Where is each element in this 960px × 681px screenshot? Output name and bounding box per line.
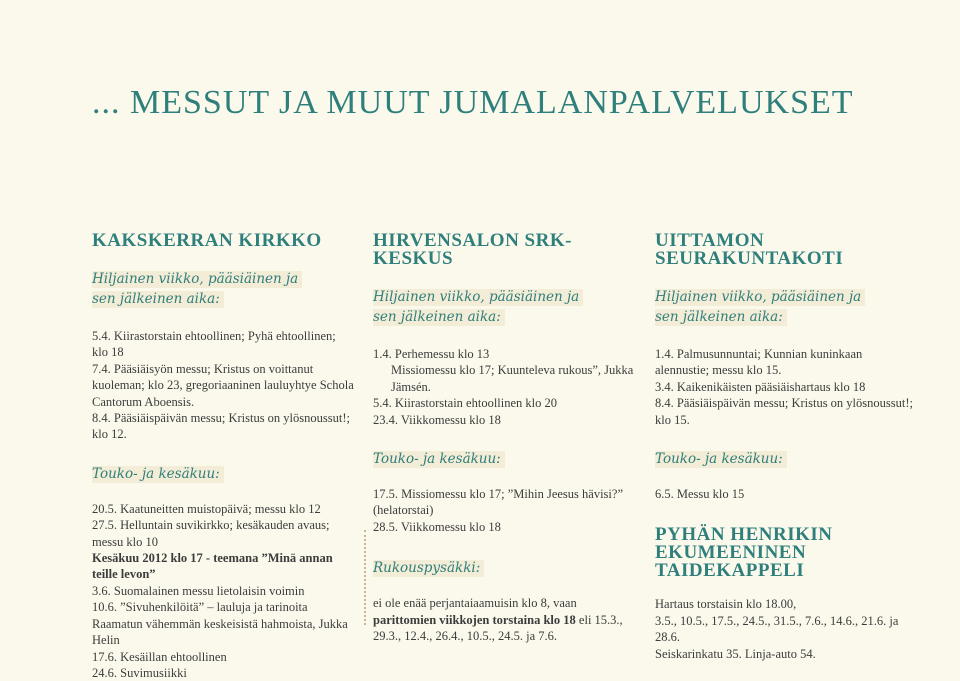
section-label-easter-cont: sen jälkeinen aika: [655, 309, 787, 326]
event-item: 20.5. Kaatuneitten muistopäivä; messu klo 12 [92, 501, 321, 516]
section-label-prayer-stop: Rukouspysäkki: [373, 560, 484, 577]
prayer-stop-text-a: ei ole enää perjantaiaamuisin klo 8, vaan [373, 596, 577, 611]
dotted-divider [364, 530, 366, 625]
event-item: 6.5. Messu klo 15 [655, 487, 745, 502]
event-item: 5.4. Kiirastorstain ehtoollinen; Pyhä ehtoollinen; klo 18 [92, 329, 336, 360]
event-item: 27.5. Helluntain suvikirkko; kesäkauden avaus; messu klo 10 [92, 518, 330, 549]
heading-kakskerran-kirkko: KAKSKERRAN KIRKKO [92, 230, 322, 251]
heading-uittamo: UITTAMON SEURAKUNTAKOTI [655, 230, 844, 269]
event-item: 8.4. Pääsiäispäivän messu; Kristus on ylösnoussut!; klo 12. [92, 411, 350, 442]
section-label-easter-cont: sen jälkeinen aika: [373, 309, 505, 326]
event-item: 24.6. Suvimusiikki [92, 665, 187, 680]
column-uittamo [655, 232, 917, 662]
event-item: 5.4. Kiirastorstain ehtoollinen klo 20 [373, 396, 558, 411]
event-item: 3.6. Suomalainen messu lietolaisin voimin [92, 583, 305, 598]
section-label-easter: Hiljainen viikko, pääsiäinen ja [373, 289, 583, 306]
heading-hirvensalo: HIRVENSALON SRK-KESKUS [373, 230, 572, 269]
event-item: 3.5., 10.5., 17.5., 24.5., 31.5., 7.6., 14.6., 21.6. ja 28.6. [655, 613, 899, 645]
prayer-stop-text [373, 595, 635, 644]
heading-pyhan-henrikin: PYHÄN HENRIKIN EKUMEENINEN TAIDEKAPPELI [655, 524, 833, 582]
event-item: 1.4. Perhemessu klo 13 [373, 347, 490, 361]
section-label-summer: Touko- ja kesäkuu: [655, 451, 787, 468]
event-item: 17.6. Kesäillan ehtoollinen [92, 649, 227, 664]
event-item: 10.6. ”Sivuhenkilöitä” – lauluja ja tarinoita Raamatun vähemmän keskeisistä hahmoista, Jukka Helin [92, 600, 348, 648]
event-item: 23.4. Viikkomessu klo 18 [373, 412, 501, 427]
section-label-summer: Touko- ja kesäkuu: [92, 466, 224, 483]
event-item: Seiskarinkatu 35. Linja-auto 54. [655, 646, 816, 661]
event-item: 1.4. Palmusunnuntai; Kunnian kuninkaan alennustie; messu klo 15. [655, 347, 863, 378]
event-item: 8.4. Pääsiäispäivän messu; Kristus on ylösnoussut!; klo 15. [655, 396, 913, 427]
event-item: Hartaus torstaisin klo 18.00, [655, 597, 797, 612]
event-item: 3.4. Kaikenikäisten pääsiäishartaus klo 18 [655, 379, 866, 394]
event-item: 17.5. Missiomessu klo 17; ”Mihin Jeesus hävisi?” (helatorstai) [373, 487, 623, 518]
prayer-stop-text-bold: parittomien viikkojen torstaina klo 18 [373, 612, 576, 627]
section-label-easter: Hiljainen viikko, pääsiäinen ja [92, 271, 302, 288]
event-item-highlight: Kesäkuu 2012 klo 17 - teemana ”Minä annan teille levon” [92, 551, 333, 582]
section-label-easter-cont: sen jälkeinen aika: [92, 291, 224, 308]
section-label-summer: Touko- ja kesäkuu: [373, 451, 505, 468]
event-item: 28.5. Viikkomessu klo 18 [373, 519, 501, 534]
page-title: ... MESSUT JA MUUT JUMALANPALVELUKSET [92, 84, 854, 121]
column-kakskerran-kirkko [92, 232, 354, 681]
section-label-easter: Hiljainen viikko, pääsiäinen ja [655, 289, 865, 306]
column-hirvensalo [373, 232, 635, 644]
event-item: Missiomessu klo 17; Kuunteleva rukous”, Jukka Jämsén. [391, 363, 634, 394]
event-item: 7.4. Pääsiäisyön messu; Kristus on voittanut kuoleman; klo 23, gregoriaaninen lauluyhtye Schola Cantorum Aboensis. [92, 361, 354, 409]
prayer-stop-text-c: eli 15.3., 29.3., 12.4., 26.4., 10.5., 24.5. ja 7.6. [373, 612, 623, 644]
